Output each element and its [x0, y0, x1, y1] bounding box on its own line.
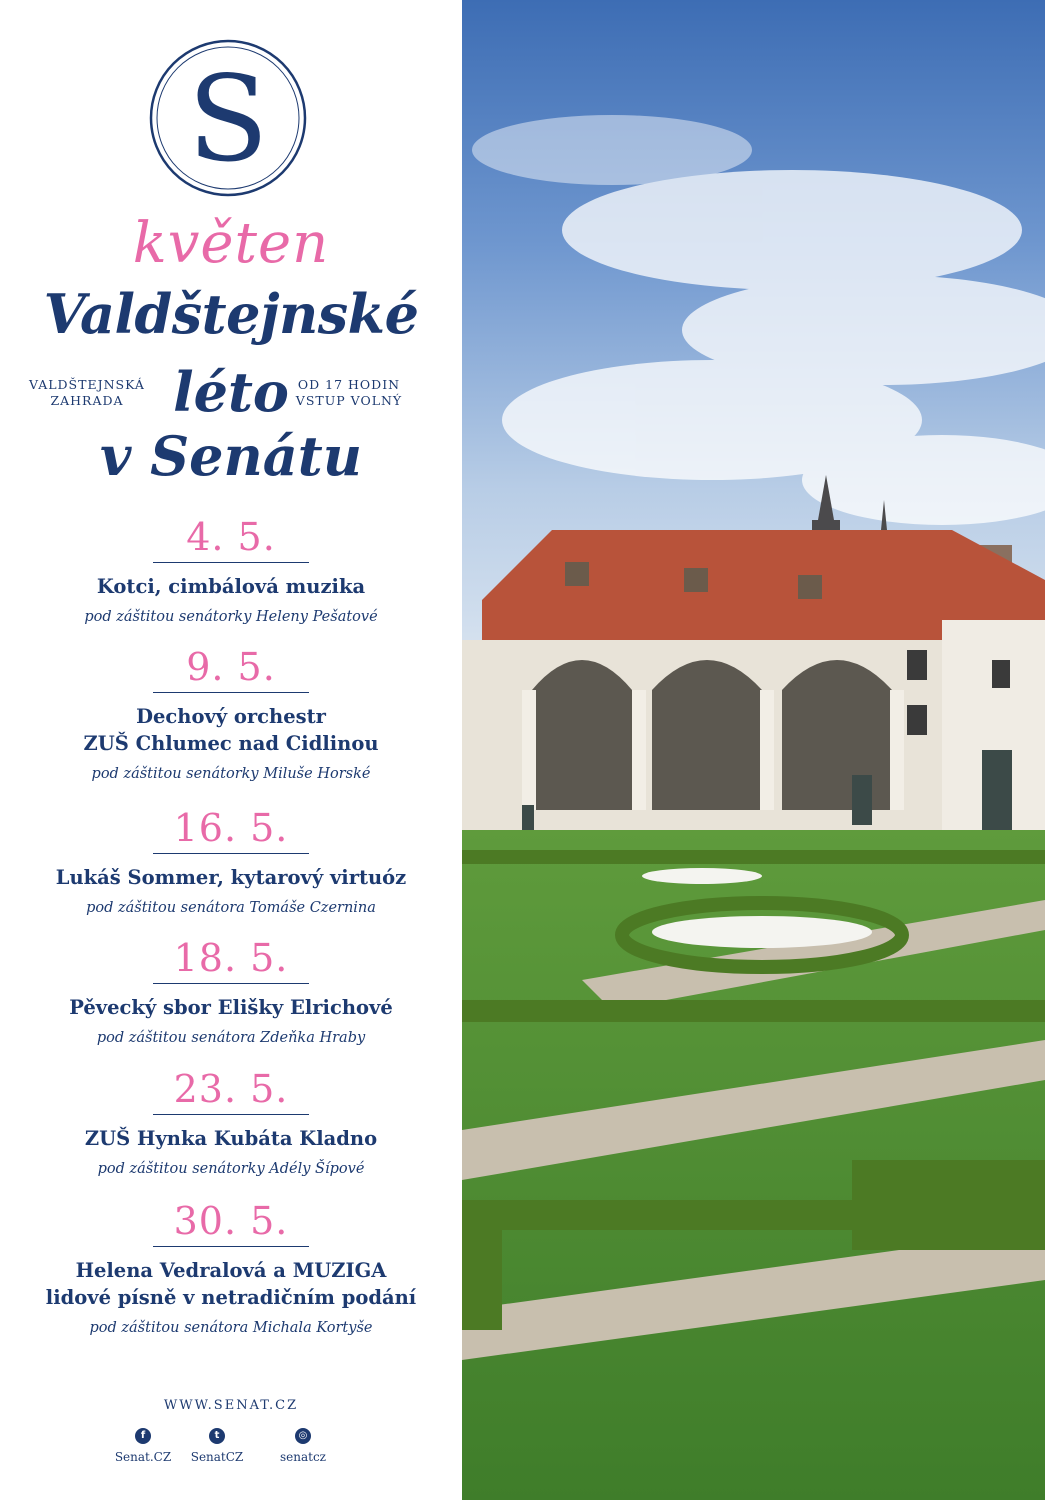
title-line-1: Valdštejnské	[43, 282, 419, 346]
venue-note-line-2: ZAHRADA	[50, 393, 124, 408]
divider	[153, 853, 309, 854]
event-name-line-2: ZUŠ Chlumec nad Cidlinou	[83, 732, 379, 755]
social-label: SenatCZ	[190, 1450, 244, 1464]
event-name: Dechový orchestr	[136, 705, 326, 728]
social-twitter[interactable]	[172, 1428, 262, 1464]
social-instagram[interactable]	[258, 1428, 348, 1464]
event-patron: pod záštitou senátorky Miluše Horské	[91, 766, 371, 782]
event-date: 16. 5.	[173, 806, 289, 850]
event-name: Kotci, cimbálová muzika	[96, 575, 366, 598]
facebook-icon: f	[135, 1428, 151, 1444]
event-patron: pod záštitou senátorky Heleny Pešatové	[84, 609, 378, 625]
event-6	[0, 1199, 462, 1340]
event-3	[0, 806, 462, 920]
title-line-2: léto	[173, 360, 289, 424]
social-label: senatcz	[279, 1450, 326, 1464]
event-patron: pod záštitou senátorky Adély Šípové	[97, 1161, 365, 1177]
divider	[153, 562, 309, 563]
event-patron: pod záštitou senátora Tomáše Czernina	[86, 900, 376, 916]
month-heading: květen	[132, 211, 330, 276]
title-line-3: v Senátu	[100, 424, 362, 488]
poster-text-column	[0, 0, 462, 1500]
instagram-icon: ◎	[295, 1428, 311, 1444]
event-date: 23. 5.	[173, 1067, 289, 1111]
venue-note	[22, 377, 152, 409]
logo-letter: S	[187, 50, 269, 188]
event-4	[0, 936, 462, 1050]
event-name: Lukáš Sommer, kytarový virtuóz	[55, 866, 407, 889]
twitter-icon: t	[209, 1428, 225, 1444]
event-1	[0, 515, 462, 629]
time-note-line-1: OD 17 HODIN	[297, 377, 401, 392]
social-label: Senat.CZ	[114, 1450, 172, 1464]
event-date: 4. 5.	[186, 515, 276, 559]
palace	[462, 530, 1045, 840]
venue-note-line-1: VALDŠTEJNSKÁ	[29, 377, 145, 392]
time-note	[284, 377, 414, 409]
senate-logo	[148, 38, 308, 198]
event-date: 30. 5.	[173, 1199, 289, 1243]
time-note-line-2: VSTUP VOLNÝ	[295, 393, 403, 408]
event-2	[0, 645, 462, 786]
divider	[153, 1114, 309, 1115]
event-date: 18. 5.	[173, 936, 289, 980]
event-name: Helena Vedralová a MUZIGA	[75, 1259, 387, 1282]
event-name-line-2: lidové písně v netradičním podání	[45, 1286, 417, 1309]
event-name: ZUŠ Hynka Kubáta Kladno	[84, 1127, 378, 1150]
garden-photo	[462, 0, 1045, 1500]
event-date: 9. 5.	[186, 645, 276, 689]
event-5	[0, 1067, 462, 1181]
event-patron: pod záštitou senátora Zdeňka Hraby	[96, 1030, 366, 1046]
event-patron: pod záštitou senátora Michala Kortyše	[89, 1320, 373, 1336]
website-link[interactable]: WWW.SENAT.CZ	[163, 1398, 299, 1413]
divider	[153, 1246, 309, 1247]
divider	[153, 983, 309, 984]
divider	[153, 692, 309, 693]
garden-illustration	[462, 0, 1045, 1500]
event-name: Pěvecký sbor Elišky Elrichové	[69, 996, 393, 1019]
